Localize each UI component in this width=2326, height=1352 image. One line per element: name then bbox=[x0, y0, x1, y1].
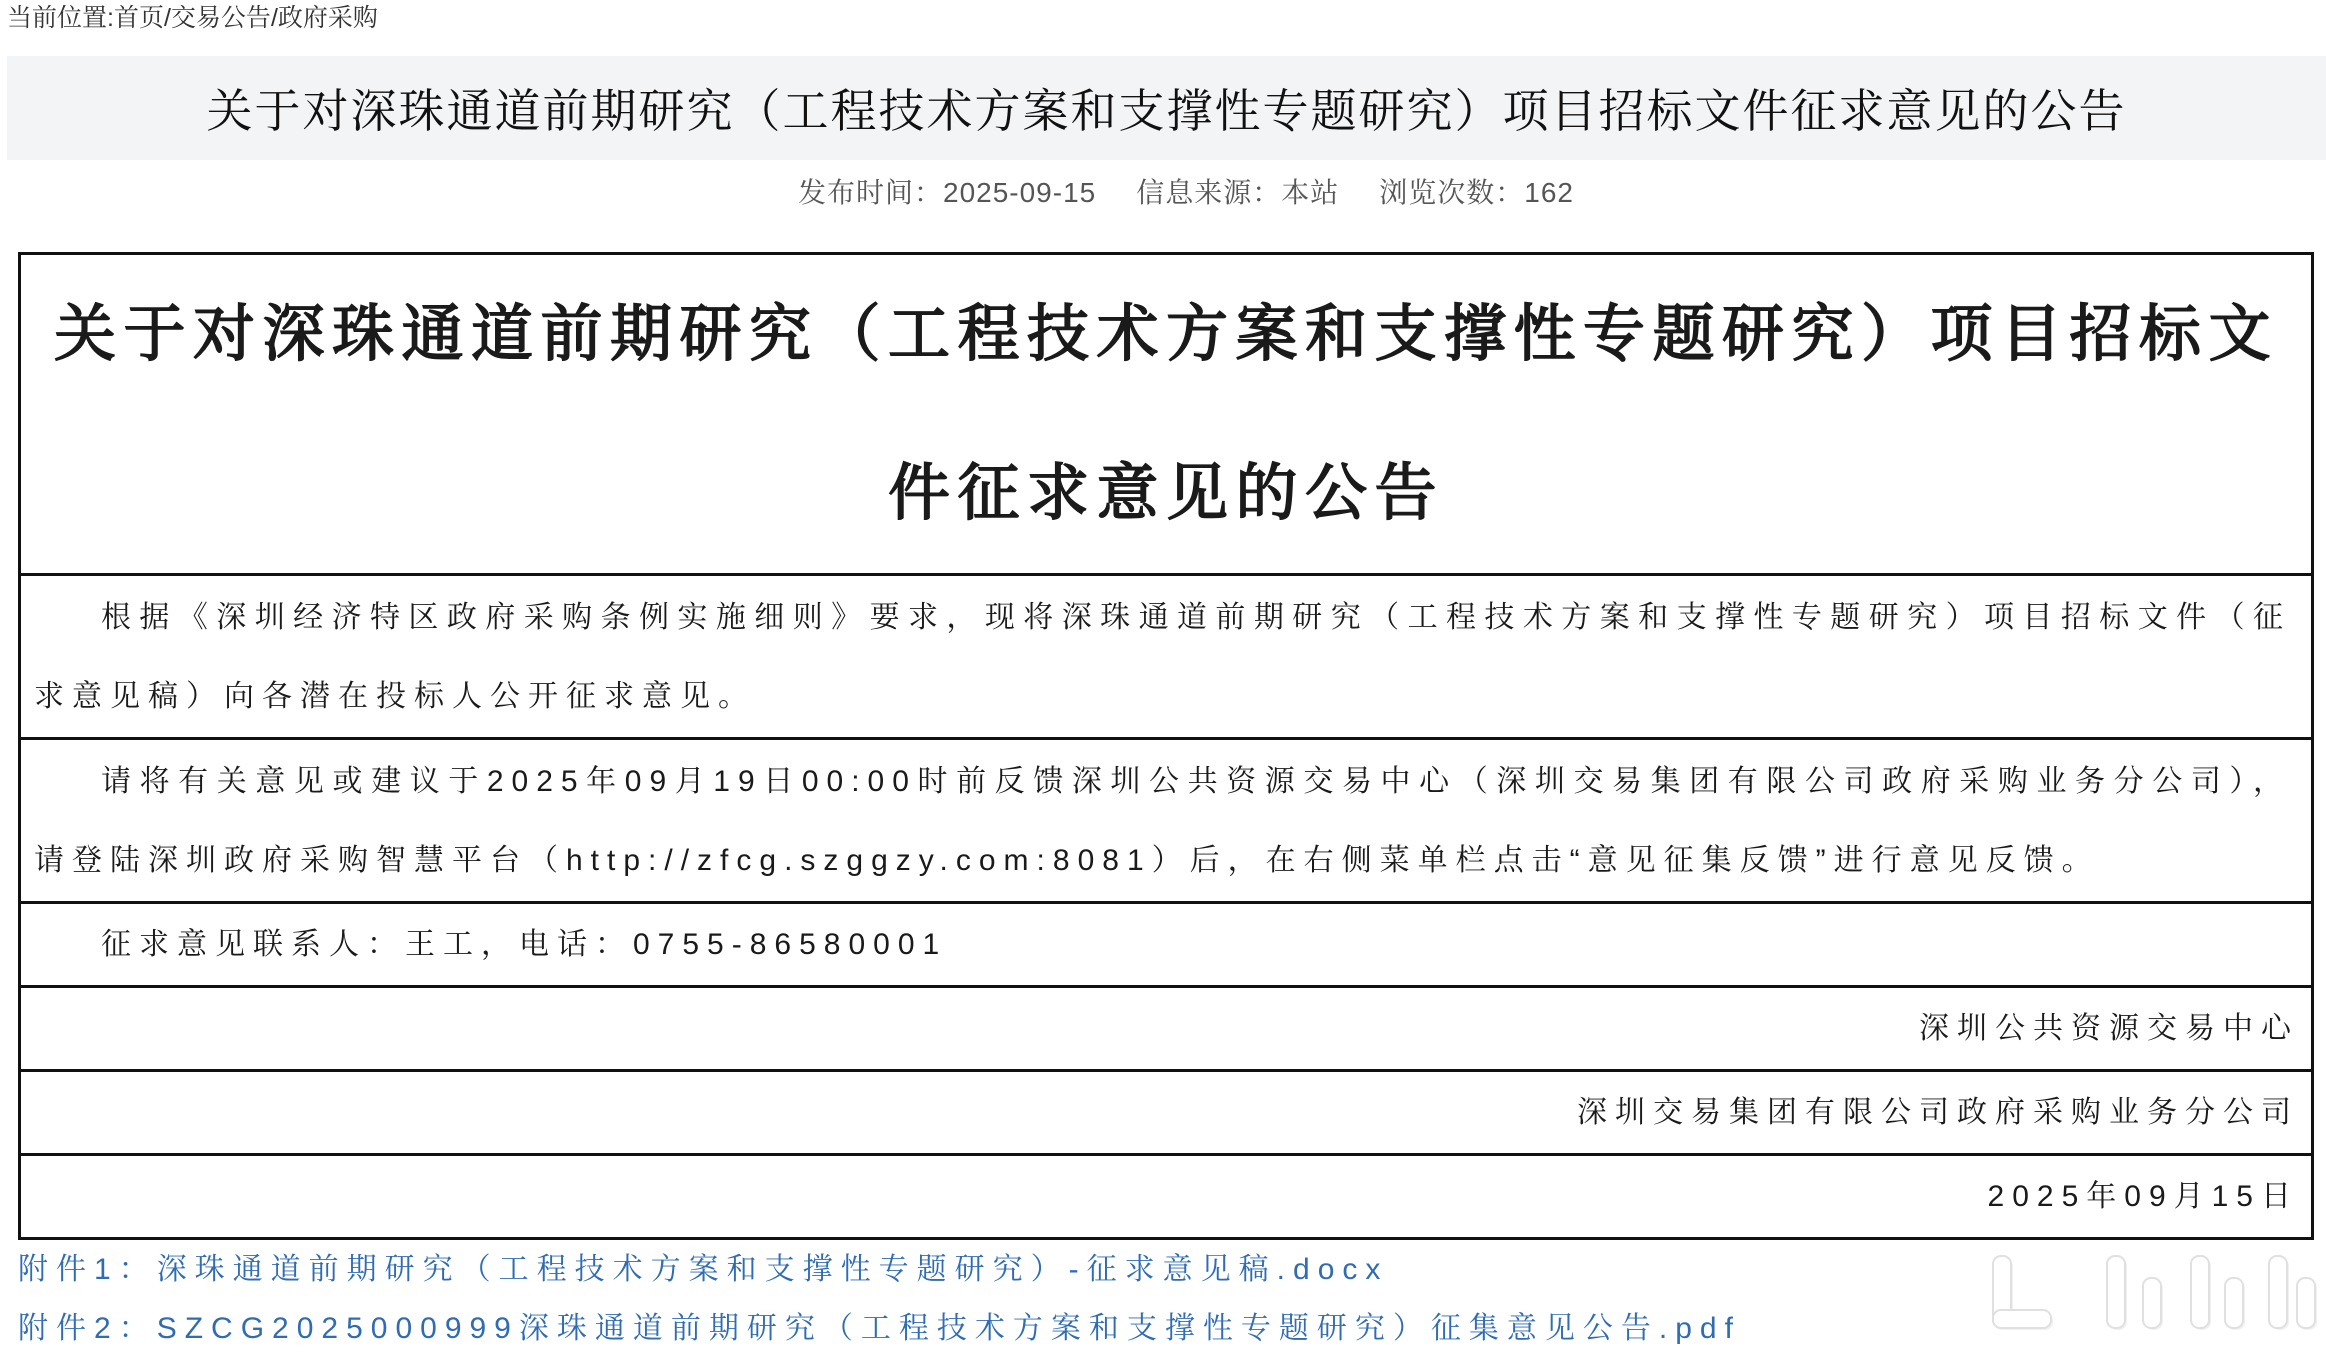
source-value: 本站 bbox=[1281, 177, 1340, 208]
attachment-link-2[interactable] bbox=[18, 1309, 1741, 1349]
publish-date: 2025-09-15 bbox=[943, 177, 1097, 208]
source-label: 信息来源： bbox=[1136, 177, 1282, 208]
breadcrumb-separator: / bbox=[270, 4, 278, 32]
breadcrumb-link-home[interactable]: 首页 bbox=[113, 4, 164, 32]
attachment-label: 附件2： bbox=[18, 1312, 157, 1345]
publish-info bbox=[798, 173, 1096, 213]
title-bar bbox=[7, 56, 2326, 160]
breadcrumb-separator: / bbox=[163, 4, 171, 32]
attachment-label: 附件1： bbox=[18, 1253, 157, 1286]
views-info bbox=[1379, 173, 1574, 213]
article-meta bbox=[0, 173, 2326, 213]
notice-paragraph-intro: 根据《深圳经济特区政府采购条例实施细则》要求，现将深珠通道前期研究（工程技术方案和支撑性专题研究）项目招标文件（征求意见稿）向各潜在投标人公开征求意见。 bbox=[21, 576, 2311, 740]
notice-date: 2025年09月15日 bbox=[1987, 1180, 2299, 1213]
views-count: 162 bbox=[1524, 177, 1574, 208]
notice-contact: 征求意见联系人：王工，电话：0755-86580001 bbox=[21, 904, 2311, 988]
attachment-filename: 深珠通道前期研究（工程技术方案和支撑性专题研究）-征求意见稿.docx bbox=[156, 1253, 1389, 1286]
breadcrumb bbox=[0, 0, 2326, 56]
breadcrumb-link-trade-notices[interactable]: 交易公告 bbox=[170, 4, 271, 32]
publish-label: 发布时间： bbox=[797, 177, 943, 208]
watermark-icon bbox=[1985, 1250, 2321, 1334]
attachments-list bbox=[18, 1250, 1741, 1349]
views-label: 浏览次数： bbox=[1379, 177, 1525, 208]
attachment-link-1[interactable] bbox=[18, 1250, 1741, 1290]
attachment-filename: SZCG2025000999深珠通道前期研究（工程技术方案和支撑性专题研究）征集意见公告.pdf bbox=[156, 1312, 1741, 1345]
issuer-2: 深圳交易集团有限公司政府采购业务分公司 bbox=[21, 1072, 2311, 1156]
issuer-1: 深圳公共资源交易中心 bbox=[21, 988, 2311, 1072]
notice-heading: 关于对深珠通道前期研究（工程技术方案和支撑性专题研究）项目招标文件征求意见的公告 bbox=[21, 255, 2311, 576]
source-info bbox=[1136, 173, 1339, 213]
page-title: 关于对深珠通道前期研究（工程技术方案和支撑性专题研究）项目招标文件征求意见的公告 bbox=[206, 85, 2127, 137]
breadcrumb-link-government-procurement[interactable]: 政府采购 bbox=[277, 4, 378, 32]
notice-paragraph-feedback: 请将有关意见或建议于2025年09月19日00:00时前反馈深圳公共资源交易中心（深圳交易集团有限公司政府采购业务分公司），请登陆深圳政府采购智慧平台（http://zfcg.szggzy.com:8081）后，在右侧菜单栏点击“意见征集反馈”进行意见反馈。 bbox=[21, 740, 2311, 904]
notice-table bbox=[18, 252, 2314, 1240]
breadcrumb-label: 当前位置: bbox=[7, 4, 114, 32]
